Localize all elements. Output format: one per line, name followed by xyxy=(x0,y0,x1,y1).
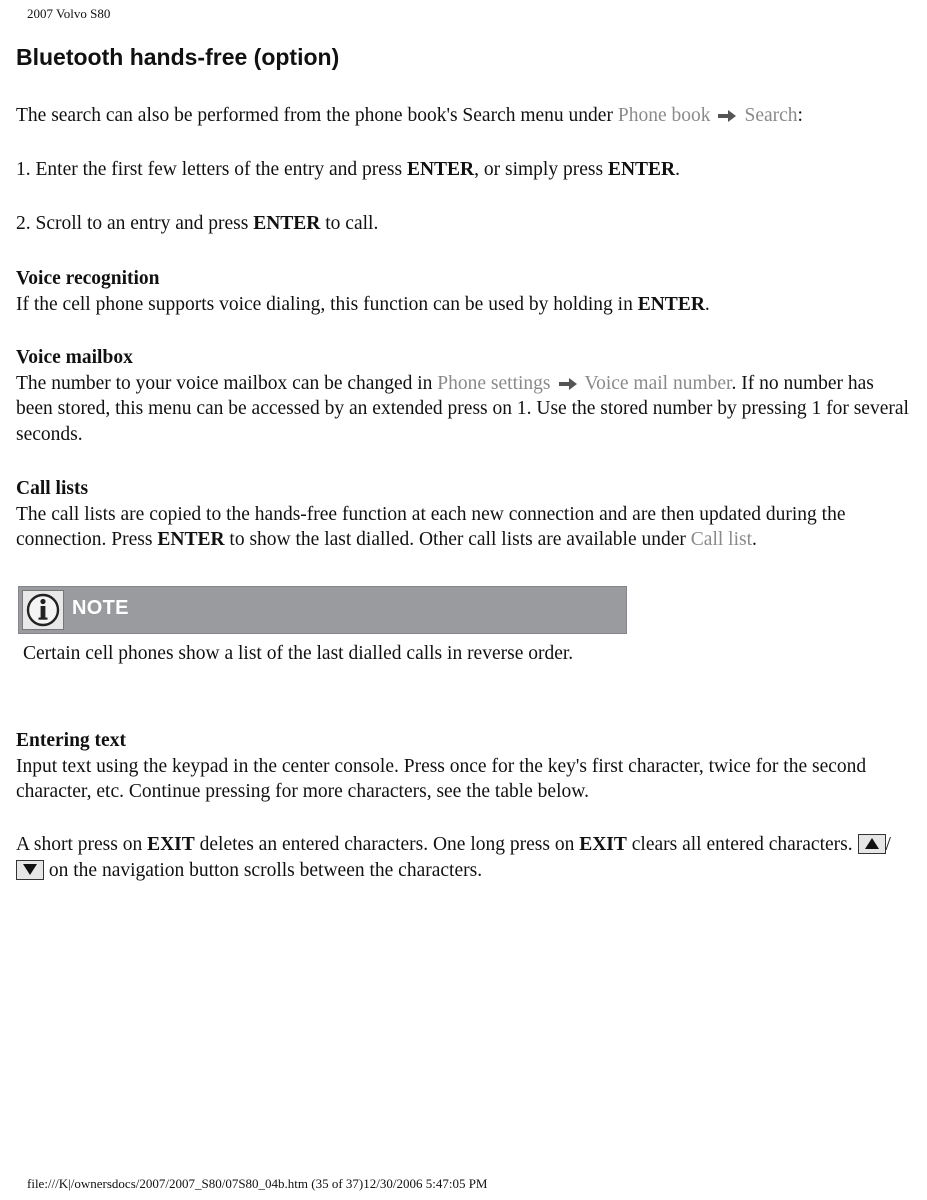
enter-key-label: ENTER xyxy=(607,159,676,180)
call-lists-mid: to show the last dialled. Other call lists are available under xyxy=(224,529,691,551)
right-arrow-icon xyxy=(718,110,736,122)
step-1-mid: , or simply press xyxy=(474,159,608,180)
file-path-footer: file:///K|/ownersdocs/2007/2007_S80/07S80_04b.htm (35 of 37)12/30/2006 5:47:05 PM xyxy=(27,1176,488,1191)
entering-text-heading: Entering text xyxy=(16,730,126,751)
exit-key-label: EXIT xyxy=(147,834,195,855)
document-header: 2007 Volvo S80 xyxy=(27,6,111,21)
voice-mailbox-section xyxy=(16,345,911,447)
search-paragraph-end: : xyxy=(797,105,803,126)
right-arrow-icon xyxy=(559,378,577,390)
down-arrow-button xyxy=(16,860,44,880)
call-list-link[interactable]: Call list xyxy=(690,529,752,551)
voice-recognition-heading: Voice recognition xyxy=(16,268,160,289)
phone-settings-link[interactable]: Phone settings xyxy=(437,372,551,394)
enter-key-label: ENTER xyxy=(157,529,225,551)
step-1 xyxy=(16,157,911,183)
arrow-separator: / xyxy=(885,834,891,855)
exit-key-label: EXIT xyxy=(579,834,627,855)
voice-recognition-end: . xyxy=(704,293,710,315)
page-title: Bluetooth hands-free (option) xyxy=(16,44,340,70)
note-banner xyxy=(18,586,627,634)
step-1-text: 1. Enter the first few letters of the entry and press xyxy=(16,159,407,180)
call-lists-heading: Call lists xyxy=(16,478,89,499)
exit-mid: deletes an entered characters. One long press on xyxy=(194,834,580,855)
voice-recognition-text: If the cell phone supports voice dialing, this function can be used by holding in xyxy=(16,293,638,315)
call-lists-section xyxy=(16,476,911,553)
search-text: The search can also be performed from the phone book's Search menu under xyxy=(16,105,618,126)
step-2 xyxy=(16,211,911,237)
step-2-end: to call. xyxy=(320,213,379,234)
step-1-end: . xyxy=(675,159,680,180)
entering-text-section xyxy=(16,728,911,805)
exit-text: A short press on xyxy=(16,834,148,855)
note-icon-frame xyxy=(22,590,64,630)
search-link[interactable]: Search xyxy=(744,105,798,126)
up-arrow-icon xyxy=(865,838,879,849)
exit-post: clears all entered characters. xyxy=(626,834,858,855)
voice-recognition-section xyxy=(16,266,911,317)
up-arrow-button xyxy=(858,834,886,854)
entering-text-body: Input text using the keypad in the center console. Press once for the key's first character, twice for the second character, etc. Continue pressing for more characters, see the table below. xyxy=(16,755,867,803)
call-lists-end: . xyxy=(752,529,757,551)
call-lists-text: The call lists are copied to the hands-free function at each new connection and are then updated during the connection. Press xyxy=(16,503,846,551)
voice-mailbox-text: The number to your voice mailbox can be changed in xyxy=(16,372,438,394)
voice-mail-number-link[interactable]: Voice mail number xyxy=(584,372,732,394)
search-paragraph xyxy=(16,103,911,129)
down-arrow-icon xyxy=(23,864,37,875)
note-label: NOTE xyxy=(72,597,129,619)
voice-mailbox-heading: Voice mailbox xyxy=(16,347,133,368)
info-icon xyxy=(23,591,63,629)
step-2-text: 2. Scroll to an entry and press xyxy=(16,213,254,234)
voice-mailbox-post: . If no number has been stored, this menu can be accessed by an extended press on 1. Use the stored number by pressing 1 for several seconds. xyxy=(16,372,909,445)
enter-key-label: ENTER xyxy=(253,213,321,234)
enter-key-label: ENTER xyxy=(637,293,705,315)
note-text: Certain cell phones show a list of the last dialled calls in reverse order. xyxy=(23,643,574,664)
enter-key-label: ENTER xyxy=(406,159,475,180)
exit-end: on the navigation button scrolls between the characters. xyxy=(44,859,483,881)
exit-paragraph xyxy=(16,832,911,883)
phone-book-link[interactable]: Phone book xyxy=(617,105,711,126)
